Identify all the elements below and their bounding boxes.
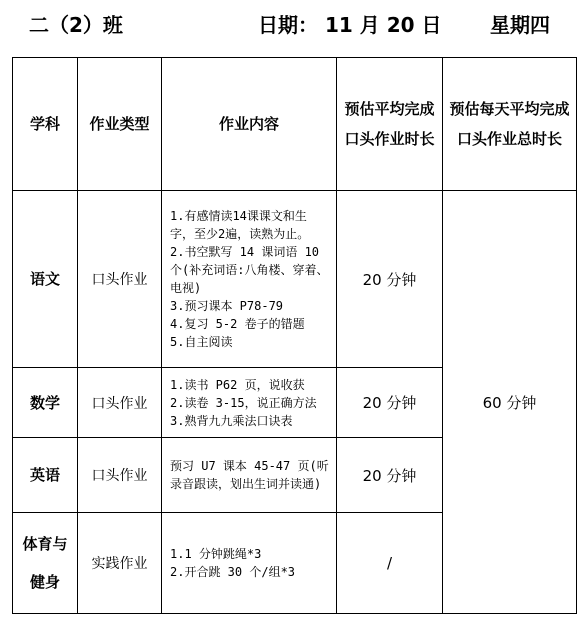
class-label: 二（2）班 xyxy=(29,13,123,37)
row-subject: 英语 xyxy=(13,438,78,513)
row-type: 口头作业 xyxy=(78,191,162,368)
header-content: 作业内容 xyxy=(162,58,337,191)
row-content xyxy=(162,368,337,438)
header-subject: 学科 xyxy=(13,58,78,191)
content-item: 2.书空默写 14 课词语 10 个(补充词语:八角楼、穿着、电视) xyxy=(170,245,329,295)
daily-total-value: 60 分钟 xyxy=(443,191,577,614)
row-type: 口头作业 xyxy=(78,438,162,513)
row-content xyxy=(162,438,337,513)
homework-table xyxy=(12,57,577,614)
row-subject: 数学 xyxy=(13,368,78,438)
content-item: 2.开合跳 30 个/组*3 xyxy=(170,565,296,579)
table-row xyxy=(13,191,577,368)
row-time: 20 分钟 xyxy=(337,191,443,368)
row-time: 20 分钟 xyxy=(337,438,443,513)
header-est-time: 预估平均完成口头作业时长 xyxy=(337,58,443,191)
weekday-label: 星期四 xyxy=(490,13,550,37)
row-time: / xyxy=(337,513,443,614)
content-item: 1.有感情读14课课文和生字，至少2遍，读熟为止。 xyxy=(170,209,310,241)
row-content xyxy=(162,513,337,614)
content-item: 1.1 分钟跳绳*3 xyxy=(170,547,262,561)
content-item: 1.读书 P62 页，说收获 xyxy=(170,377,305,392)
table-header-row xyxy=(13,58,577,191)
row-time: 20 分钟 xyxy=(337,368,443,438)
header-type: 作业类型 xyxy=(78,58,162,191)
date-label: 日期： 11 月 20 日 xyxy=(258,13,442,37)
content-item: 2.读卷 3-15，说正确方法 xyxy=(170,395,317,410)
content-item: 3.熟背九九乘法口诀表 xyxy=(170,413,293,428)
content-item: 预习 U7 课本 45-47 页(听录音跟读，划出生词并读通) xyxy=(170,459,329,491)
content-item: 3.预习课本 P78-79 xyxy=(170,299,284,313)
content-item: 4.复习 5-2 卷子的错题 xyxy=(170,317,305,331)
row-type: 实践作业 xyxy=(78,513,162,614)
content-item: 5.自主阅读 xyxy=(170,335,233,349)
header-daily-total: 预估每天平均完成口头作业总时长 xyxy=(443,58,577,191)
row-type: 口头作业 xyxy=(78,368,162,438)
row-content xyxy=(162,191,337,368)
row-subject: 体育与健身 xyxy=(13,513,78,614)
row-subject: 语文 xyxy=(13,191,78,368)
